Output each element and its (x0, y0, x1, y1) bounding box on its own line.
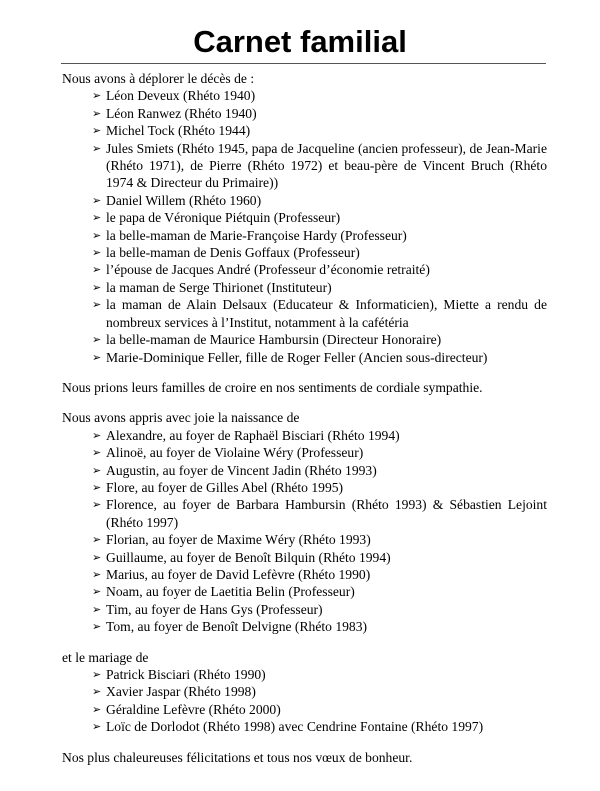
arrow-bullet-icon: ➢ (92, 263, 102, 277)
arrow-bullet-icon: ➢ (92, 89, 102, 103)
list-item-text: Augustin, au foyer de Vincent Jadin (Rhéto 1993) (106, 462, 377, 478)
list-item-text: la maman de Serge Thirionet (Instituteur) (106, 279, 332, 295)
list-item-text: la belle-maman de Denis Goffaux (Professeur) (106, 245, 360, 261)
list-item-text: Léon Ranwez (Rhéto 1940) (106, 105, 257, 121)
arrow-bullet-icon: ➢ (92, 550, 102, 564)
list-item-text: la maman de Alain Delsaux (Educateur & Informaticien), Miette a rendu de nombreux services à l’Institut, notamment à la cafétéria (106, 297, 547, 330)
list-item-text: la belle-maman de Maurice Hambursin (Directeur Honoraire) (106, 332, 442, 348)
births-intro: Nous avons appris avec joie la naissance de (62, 410, 300, 426)
list-item (92, 701, 547, 718)
title-divider (61, 63, 546, 64)
deaths-intro: Nous avons à déplorer le décès de : (62, 71, 255, 86)
list-item-text: Léon Deveux (Rhéto 1940) (106, 88, 256, 104)
arrow-bullet-icon: ➢ (92, 668, 102, 681)
arrow-bullet-icon: ➢ (92, 480, 102, 494)
arrow-bullet-icon: ➢ (92, 350, 102, 364)
list-item-text: Marie-Dominique Feller, fille de Roger Feller (Ancien sous-directeur) (106, 349, 488, 365)
arrow-bullet-icon: ➢ (92, 702, 102, 716)
marriages-closing: Nos plus chaleureuses félicitations et tous nos vœux de bonheur. (62, 749, 413, 765)
list-item-text: Xavier Jaspar (Rhéto 1998) (106, 684, 256, 700)
arrow-bullet-icon: ➢ (92, 463, 102, 477)
arrow-bullet-icon: ➢ (92, 428, 102, 442)
list-item-text: Patrick Bisciari (Rhéto 1990) (106, 667, 266, 682)
arrow-bullet-icon: ➢ (92, 446, 102, 460)
list-item-text: Alinoë, au foyer de Violaine Wéry (Professeur) (106, 445, 364, 461)
list-item (92, 444, 547, 461)
list-item (92, 209, 547, 226)
arrow-bullet-icon: ➢ (92, 585, 102, 599)
list-item-text: Jules Smiets (Rhéto 1945, papa de Jacqueline (ancien professeur), de Jean-Marie (Rhéto 1971), de Pierre (Rhéto 1972) et beau-père de Vincent Bruch (Rhéto 1974 & Directeur du Primaire)) (106, 140, 547, 191)
list-item (92, 87, 547, 104)
list-item-text: Flore, au foyer de Gilles Abel (Rhéto 1995) (106, 479, 344, 495)
list-item (92, 683, 547, 700)
arrow-bullet-icon: ➢ (92, 333, 102, 347)
list-item (92, 140, 547, 192)
list-item (92, 618, 547, 635)
list-item (92, 462, 547, 479)
list-item-text: Loïc de Dorlodot (Rhéto 1998) avec Cendrine Fontaine (Rhéto 1997) (106, 719, 484, 735)
list-item-text: Noam, au foyer de Laetitia Belin (Professeur) (106, 584, 355, 600)
list-item-text: Daniel Willem (Rhéto 1960) (106, 192, 262, 208)
list-item-text: Tom, au foyer de Benoît Delvigne (Rhéto 1983) (106, 619, 368, 635)
arrow-bullet-icon: ➢ (92, 602, 102, 616)
document-body (62, 70, 547, 766)
list-item (92, 427, 547, 444)
arrow-bullet-icon: ➢ (92, 620, 102, 634)
arrow-bullet-icon: ➢ (92, 720, 102, 734)
list-item (92, 496, 547, 531)
marriages-list (62, 666, 547, 736)
list-item (92, 601, 547, 618)
list-item (92, 279, 547, 296)
list-item-text: Marius, au foyer de David Lefèvre (Rhéto 1990) (106, 566, 371, 582)
list-item (92, 105, 547, 122)
list-item (92, 718, 547, 735)
list-item-text: Géraldine Lefèvre (Rhéto 2000) (106, 701, 281, 717)
list-item (92, 227, 547, 244)
marriages-intro: et le mariage de (62, 649, 149, 665)
list-item (92, 566, 547, 583)
arrow-bullet-icon: ➢ (92, 141, 102, 155)
list-item (92, 349, 547, 366)
page-title: Carnet familial (193, 24, 407, 59)
list-item (92, 261, 547, 278)
list-item-text: Michel Tock (Rhéto 1944) (106, 123, 251, 139)
list-item (92, 331, 547, 348)
list-item (92, 244, 547, 261)
list-item-text: Alexandre, au foyer de Raphaël Bisciari (Rhéto 1994) (106, 427, 400, 443)
arrow-bullet-icon: ➢ (92, 567, 102, 581)
deaths-list (62, 87, 547, 366)
list-item-text: le papa de Véronique Piétquin (Professeur) (106, 210, 341, 226)
arrow-bullet-icon: ➢ (92, 280, 102, 294)
deaths-closing: Nous prions leurs familles de croire en nos sentiments de cordiale sympathie. (62, 379, 483, 395)
arrow-bullet-icon: ➢ (92, 228, 102, 242)
list-item (92, 583, 547, 600)
arrow-bullet-icon: ➢ (92, 298, 102, 312)
list-item (92, 549, 547, 566)
arrow-bullet-icon: ➢ (92, 193, 102, 207)
births-list (62, 427, 547, 636)
list-item (92, 296, 547, 331)
list-item-text: Tim, au foyer de Hans Gys (Professeur) (106, 601, 323, 617)
arrow-bullet-icon: ➢ (92, 246, 102, 260)
list-item (92, 666, 547, 683)
list-item-text: la belle-maman de Marie-Françoise Hardy (Professeur) (106, 227, 407, 243)
list-item-text: l’épouse de Jacques André (Professeur d’économie retraité) (106, 262, 430, 278)
list-item (92, 531, 547, 548)
arrow-bullet-icon: ➢ (92, 106, 102, 120)
list-item-text: Florence, au foyer de Barbara Hambursin (Rhéto 1993) & Sébastien Lejoint (Rhéto 1997) (106, 497, 547, 530)
arrow-bullet-icon: ➢ (92, 498, 102, 512)
arrow-bullet-icon: ➢ (92, 124, 102, 138)
list-item (92, 192, 547, 209)
arrow-bullet-icon: ➢ (92, 685, 102, 699)
list-item-text: Florian, au foyer de Maxime Wéry (Rhéto 1993) (106, 532, 371, 548)
list-item-text: Guillaume, au foyer de Benoît Bilquin (Rhéto 1994) (106, 549, 391, 565)
arrow-bullet-icon: ➢ (92, 211, 102, 225)
list-item (92, 479, 547, 496)
arrow-bullet-icon: ➢ (92, 533, 102, 547)
list-item (92, 122, 547, 139)
